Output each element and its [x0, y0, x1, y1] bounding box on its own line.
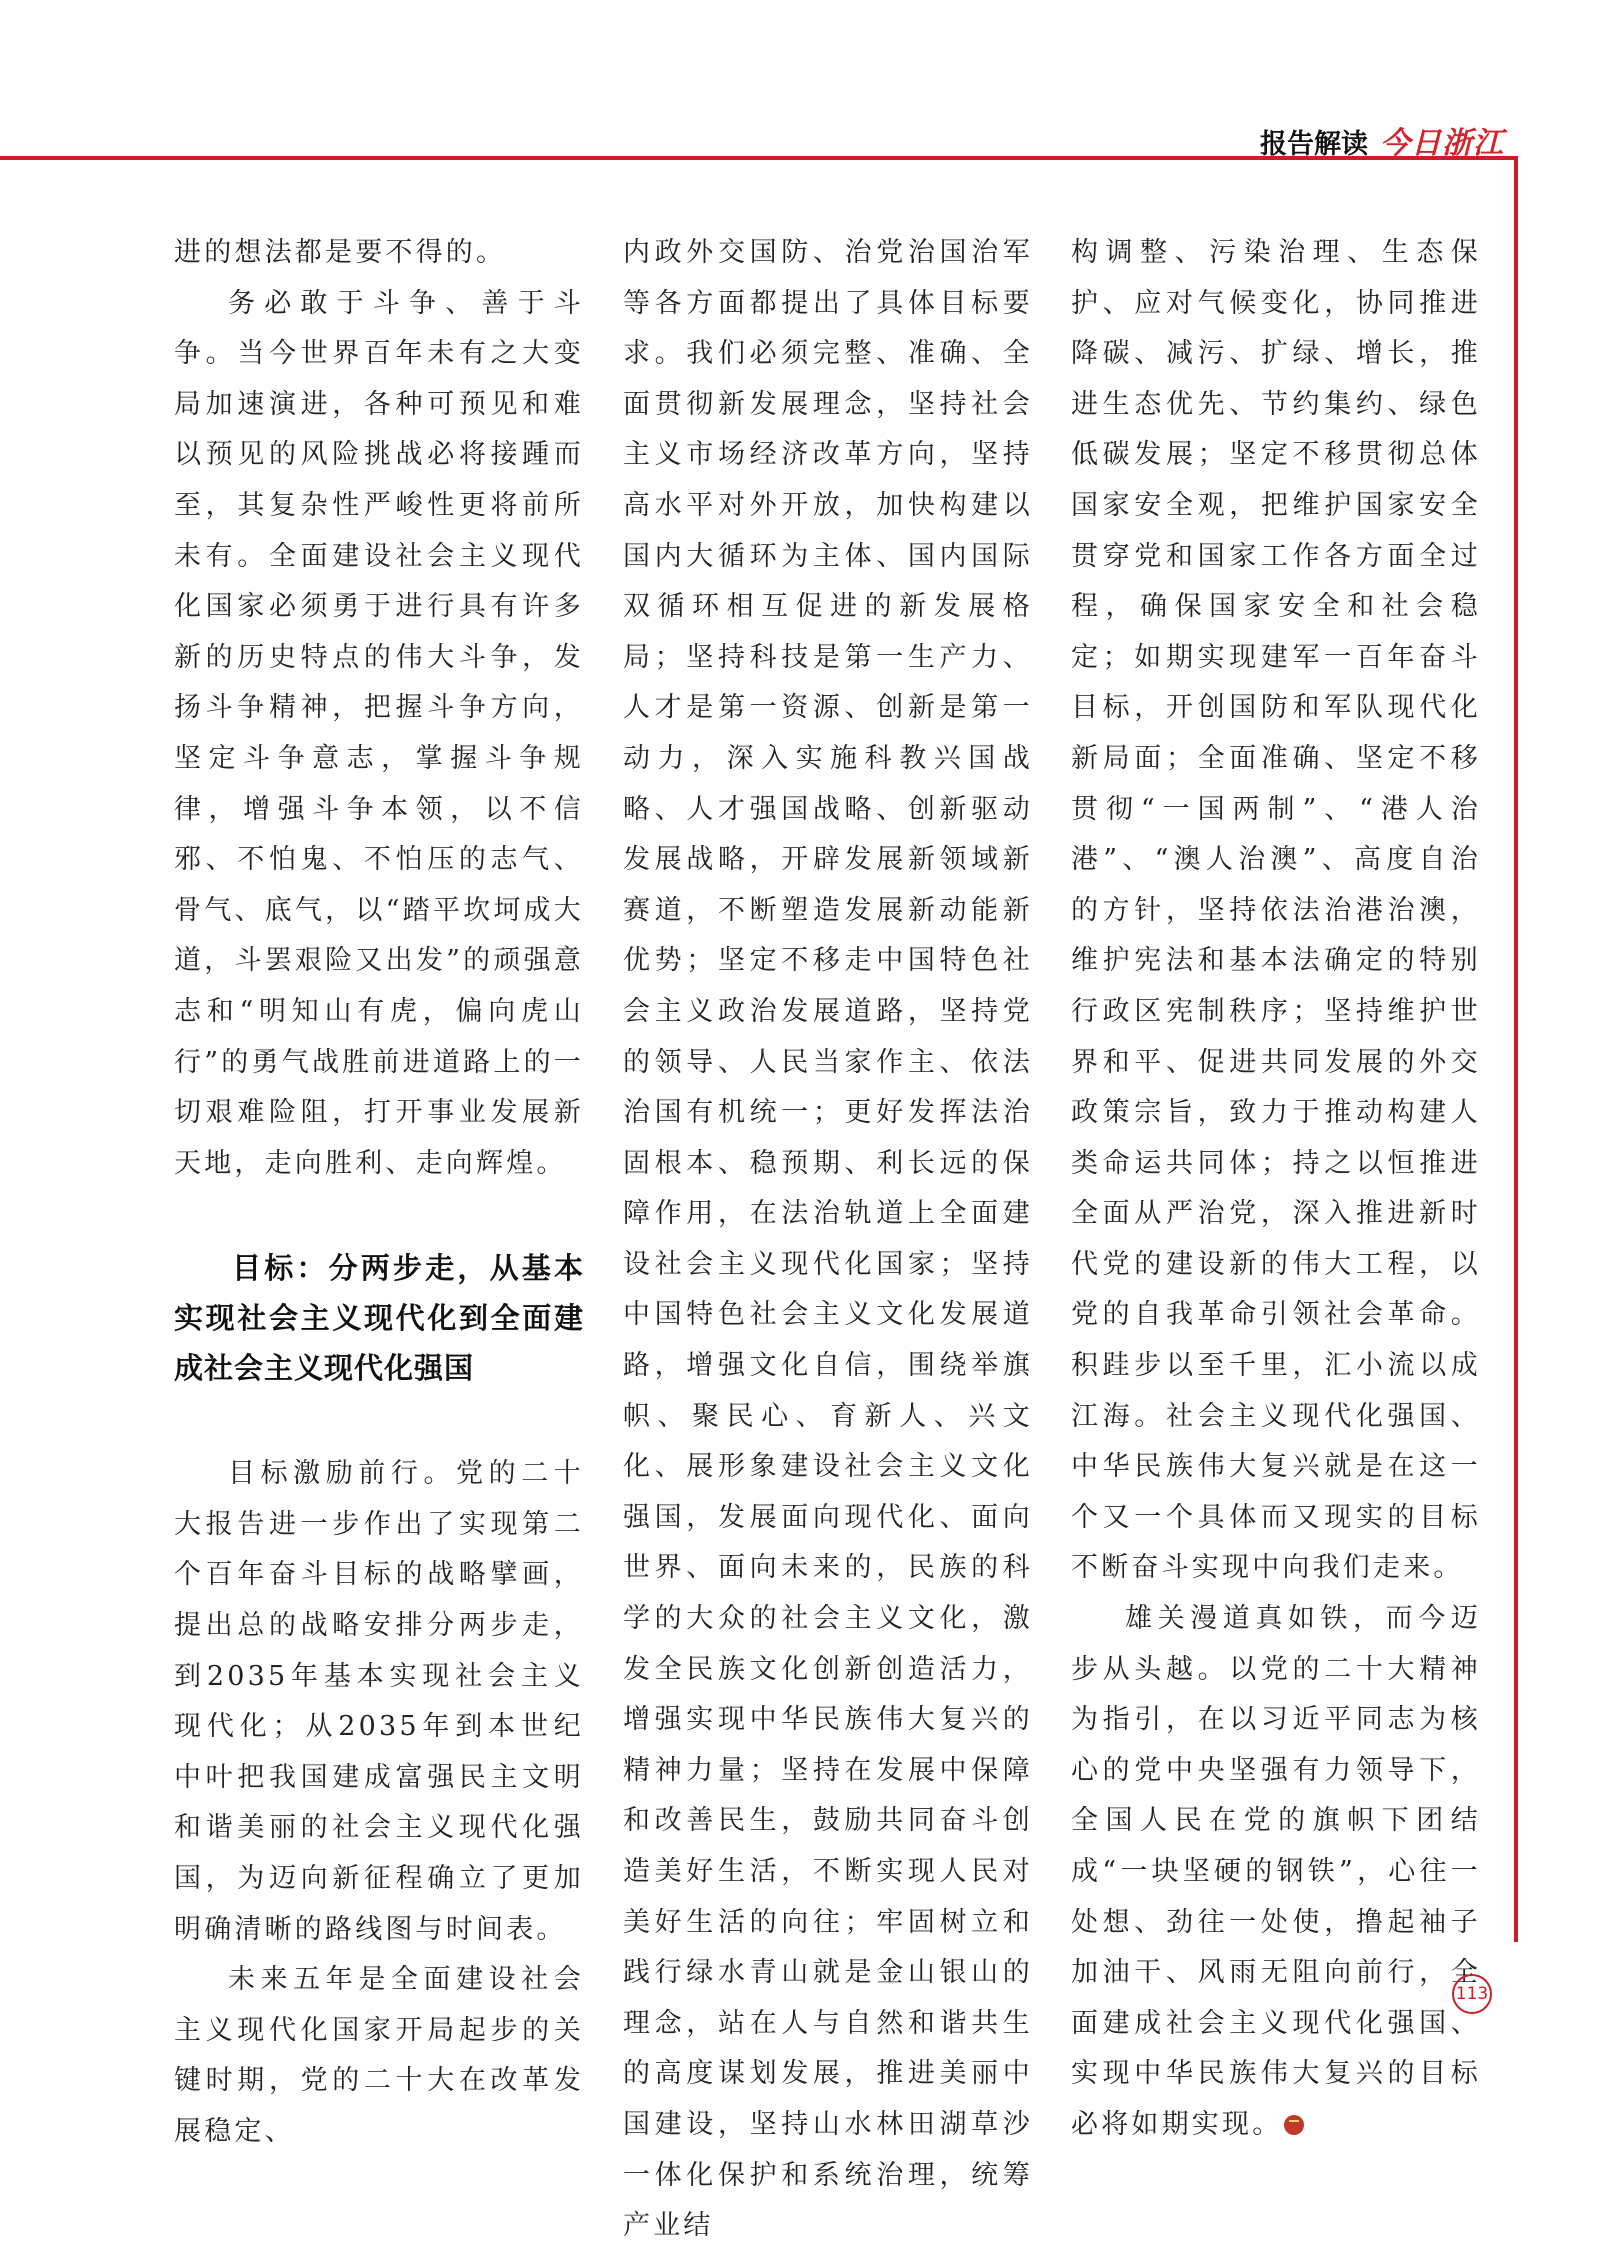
- column-middle: [623, 228, 1033, 2252]
- paragraph: 目标激励前行。党的二十大报告进一步作出了实现第二个百年奋斗目标的战略擘画，提出总的战略安排分两步走，到2035年基本实现社会主义现代化；从2035年到本世纪中叶把我国建成富强民主文明和谐美丽的社会主义现代化强国，为迈向新征程确立了更加明确清晰的路线图与时间表。: [174, 1458, 584, 1945]
- magazine-logo: 今日浙江: [1380, 126, 1504, 161]
- paragraph: 进的想法都是要不得的。: [174, 237, 507, 268]
- column-left: [174, 228, 584, 2158]
- paragraph: 构调整、污染治理、生态保护、应对气候变化，协同推进降碳、减污、扩绿、增长，推进生态优先、节约集约、绿色低碳发展；坚定不移贯彻总体国家安全观，把维护国家安全贯穿党和国家工作各方面全过程，确保国家安全和社会稳定；如期实现建军一百年奋斗目标，开创国防和军队现代化新局面；全面准确、坚定不移贯彻“一国两制”、“港人治港”、“澳人治澳”、高度自治的方针，坚持依法治港治澳，维护宪法和基本法确定的特别行政区宪制秩序；坚持维护世界和平、促进共同发展的外交政策宗旨，致力于推动构建人类命运共同体；持之以恒推进全面从严治党，深入推进新时代党的建设新的伟大工程，以党的自我革命引领社会革命。积跬步以至千里，汇小流以成江海。社会主义现代化强国、中华民族伟大复兴就是在这一个又一个具体而又现实的目标不断奋斗实现中向我们走来。: [1071, 237, 1481, 1584]
- column-right: [1071, 228, 1481, 2151]
- paragraph-text: 雄关漫道真如铁，而今迈步从头越。以党的二十大精神为指引，在以习近平同志为核心的党中央坚强有力领导下，全国人民在党的旗帜下团结成“一块坚硬的钢铁”，心往一处想、劲往一处使，撸起袖子加油干、风雨无阻向前行，全面建成社会主义现代化强国、实现中华民族伟大复兴的目标必将如期实现。: [1071, 1603, 1481, 2140]
- section-title: 报告解读: [1260, 129, 1368, 160]
- margin-rule: [1514, 156, 1518, 1942]
- paragraph-final: [1071, 1594, 1481, 2151]
- section-heading: 目标：分两步走，从基本实现社会主义现代化到全面建成社会主义现代化强国: [174, 1251, 584, 1386]
- paragraph: 内政外交国防、治党治国治军等各方面都提出了具体目标要求。我们必须完整、准确、全面贯彻新发展理念，坚持社会主义市场经济改革方向，坚持高水平对外开放，加快构建以国内大循环为主体、国内国际双循环相互促进的新发展格局；坚持科技是第一生产力、人才是第一资源、创新是第一动力，深入实施科教兴国战略、人才强国战略、创新驱动发展战略，开辟发展新领域新赛道，不断塑造发展新动能新优势；坚定不移走中国特色社会主义政治发展道路，坚持党的领导、人民当家作主、依法治国有机统一；更好发挥法治固根本、稳预期、利长远的保障作用，在法治轨道上全面建设社会主义现代化国家；坚持中国特色社会主义文化发展道路，增强文化自信，围绕举旗帜、聚民心、育新人、兴文化、展形象建设社会主义文化强国，发展面向现代化、面向世界、面向未来的，民族的科学的大众的社会主义文化，激发全民族文化创新创造活力，增强实现中华民族伟大复兴的精神力量；坚持在发展中保障和改善民生，鼓励共同奋斗创造美好生活，不断实现人民对美好生活的向往；牢固树立和践行绿水青山就是金山银山的理念，站在人与自然和谐共生的高度谋划发展，推进美丽中国建设，坚持山水林田湖草沙一体化保护和系统治理，统筹产业结: [623, 237, 1033, 2242]
- page-number: 113: [1452, 1974, 1492, 2014]
- running-header: [1260, 118, 1504, 162]
- end-mark-icon: [1284, 2115, 1304, 2135]
- paragraph: 未来五年是全面建设社会主义现代化国家开局起步的关键时期，党的二十大在改革发展稳定、: [174, 1964, 584, 2147]
- paragraph: 务必敢于斗争、善于斗争。当今世界百年未有之大变局加速演进，各种可预见和难以预见的风险挑战必将接踵而至，其复杂性严峻性更将前所未有。全面建设社会主义现代化国家必须勇于进行具有许多新的历史特点的伟大斗争，发扬斗争精神，把握斗争方向，坚定斗争意志，掌握斗争规律，增强斗争本领，以不信邪、不怕鬼、不怕压的志气、骨气、底气，以“踏平坎坷成大道，斗罢艰险又出发”的顽强意志和“明知山有虎，偏向虎山行”的勇气战胜前进道路上的一切艰难险阻，打开事业发展新天地，走向胜利、走向辉煌。: [174, 287, 584, 1179]
